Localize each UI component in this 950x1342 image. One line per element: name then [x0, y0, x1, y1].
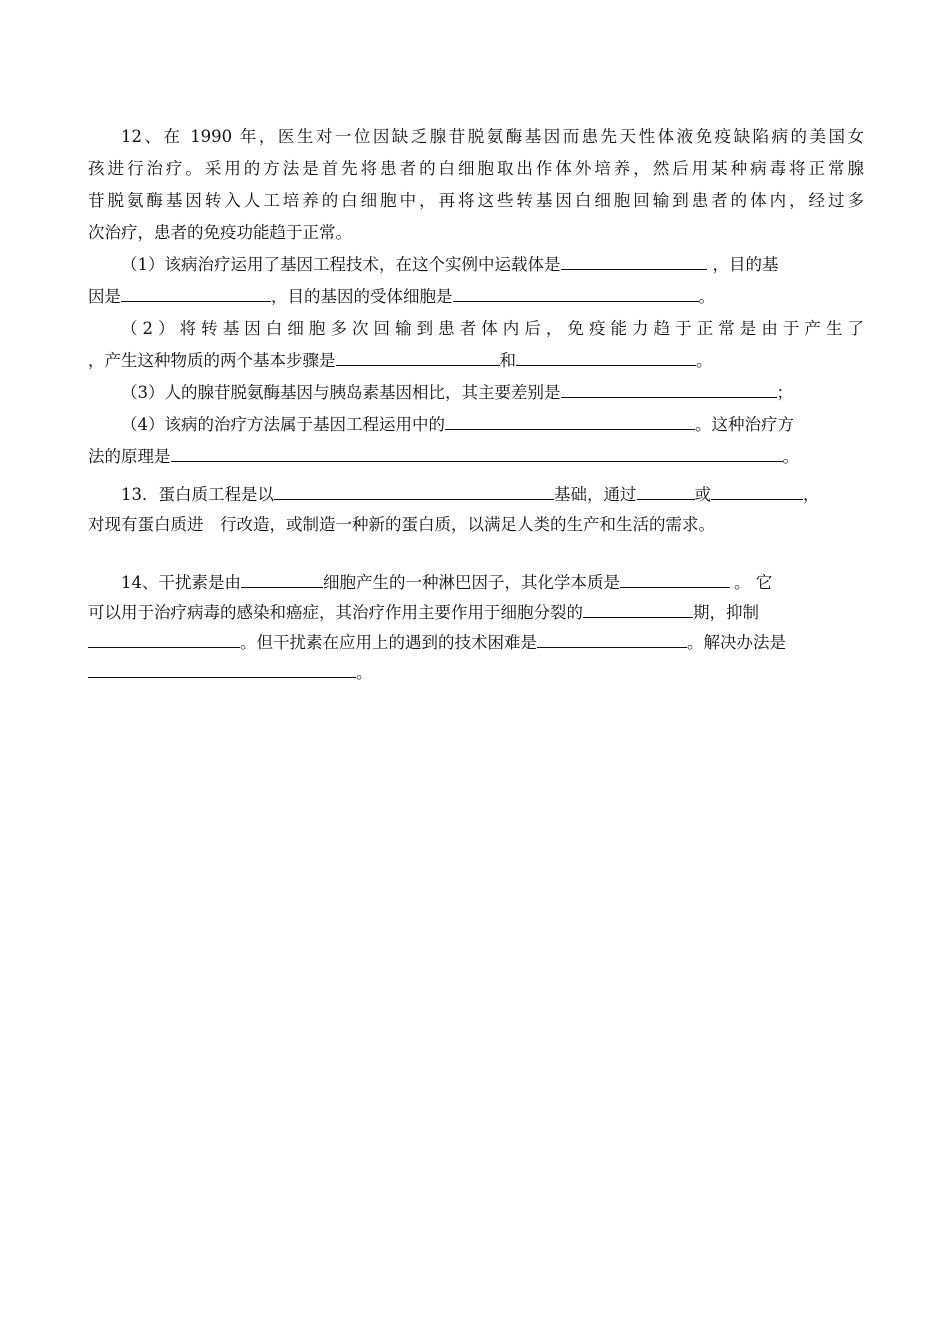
- answer-blank[interactable]: [561, 250, 707, 270]
- answer-blank[interactable]: [537, 628, 687, 648]
- q12-sub1-text-a: （1）该病治疗运用了基因工程技术，在这个实例中运载体是: [121, 255, 561, 274]
- q12-sub3-text-a: （3）人的腺苷脱氨酶基因与胰岛素基因相比，其主要差别是: [121, 383, 561, 402]
- q13-text-c: 或: [694, 485, 711, 504]
- q12-line-3: 苷脱氨酶基因转入人工培养的白细胞中，再将这些转基因白细胞回输到患者的体内，经过多: [88, 191, 864, 210]
- q12-sub1-text-d: ，目的基因的受体细胞是: [271, 287, 453, 306]
- answer-blank[interactable]: [561, 378, 777, 398]
- q12-sub2-text-c: 和: [499, 351, 516, 370]
- answer-blank[interactable]: [171, 442, 783, 462]
- q12-sub4-text-d: 。: [782, 447, 799, 466]
- q12-sub4-text-a: （4）该病的治疗方法属于基因工程运用中的: [121, 415, 445, 434]
- q13-text-a: 13．蛋白质工程是以: [121, 485, 274, 504]
- q12-sub3-line: [88, 378, 864, 408]
- answer-blank[interactable]: [583, 598, 693, 618]
- q12-sub2-text-d: 。: [696, 351, 713, 370]
- q14-line-1: [88, 568, 864, 598]
- q12-sub2-line-2: [88, 346, 864, 376]
- q12-sub3-text-b: ；: [776, 383, 793, 402]
- q12-sub1-text-e: 。: [698, 287, 715, 306]
- q14-text-h: 。: [356, 663, 373, 682]
- q12-sub4-text-c: 法的原理是: [88, 447, 171, 466]
- q12-sub2-line-1: （2）将转基因白细胞多次回输到患者体内后，免疫能力趋于正常是由于产生了: [121, 319, 864, 338]
- q12-line-4: 次治疗，患者的免疫功能趋于正常。: [88, 223, 352, 242]
- answer-blank[interactable]: [88, 658, 356, 678]
- answer-blank[interactable]: [274, 480, 554, 500]
- q14-text-b: 细胞产生的一种淋巴因子，其化学本质是: [323, 573, 620, 592]
- q14-text-g: 。解决办法是: [687, 633, 786, 652]
- q12-sub1-line-1: [88, 250, 864, 280]
- q12-sub1-line-2: [88, 282, 864, 312]
- answer-blank[interactable]: [711, 480, 803, 500]
- q12-sub1-text-c: 因是: [88, 287, 121, 306]
- q12-sub1-text-b: ，目的基: [712, 255, 779, 274]
- answer-blank[interactable]: [241, 568, 323, 588]
- q14-text-c: 。 它: [734, 573, 773, 592]
- q14-line-3: [88, 628, 864, 658]
- q14-text-e: 期，抑制: [693, 603, 759, 622]
- answer-blank[interactable]: [637, 480, 695, 500]
- answer-blank[interactable]: [336, 346, 500, 366]
- q14-text-a: 14、干扰素是由: [121, 573, 241, 592]
- q13-line-1: [88, 480, 864, 510]
- q12-sub2-text-b: ，产生这种物质的两个基本步骤是: [88, 351, 336, 370]
- q13-text-d: ，: [803, 485, 820, 504]
- q14-text-d: 可以用于治疗病毒的感染和癌症，其治疗作用主要作用于细胞分裂的: [88, 603, 583, 622]
- q14-line-2: [88, 598, 864, 628]
- q12-line-1: 12、在 1990 年，医生对一位因缺乏腺苷脱氨酶基因而患先天性体液免疫缺陷病的美国女: [121, 127, 864, 146]
- q14-text-f: 。但干扰素在应用上的遇到的技术困难是: [240, 633, 537, 652]
- answer-blank[interactable]: [453, 282, 699, 302]
- answer-blank[interactable]: [516, 346, 696, 366]
- q14-line-4: [88, 658, 864, 688]
- q12-sub4-text-b: 。这种治疗方: [695, 415, 794, 434]
- answer-blank[interactable]: [88, 628, 240, 648]
- q12-sub4-line-2b: [88, 442, 864, 472]
- q13-text-b: 基础，通过: [554, 485, 637, 504]
- answer-blank[interactable]: [620, 568, 730, 588]
- q12-line-2: 孩进行治疗。采用的方法是首先将患者的白细胞取出作体外培养，然后用某种病毒将正常腺: [88, 159, 864, 178]
- q13-line-2: 对现有蛋白质进 行改造，或制造一种新的蛋白质，以满足人类的生产和生活的需求。: [88, 515, 715, 534]
- answer-blank[interactable]: [121, 282, 271, 302]
